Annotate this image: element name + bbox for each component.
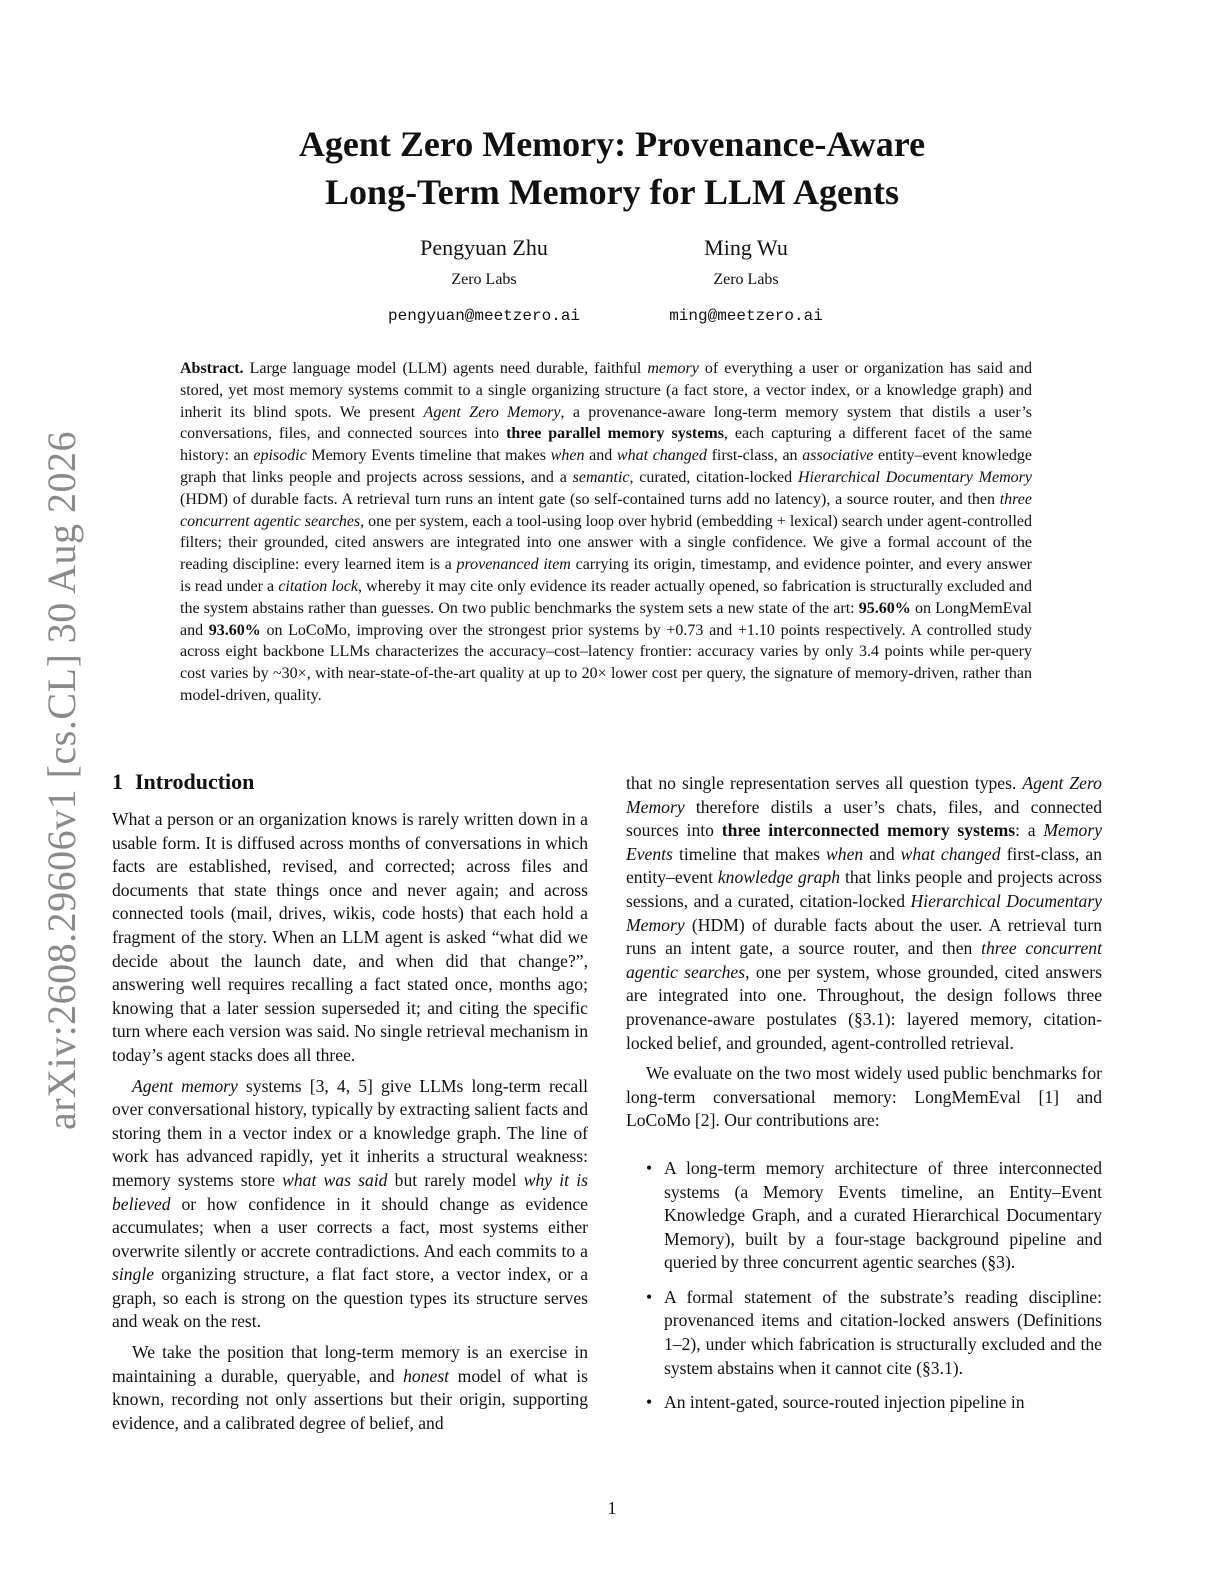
paragraph: What a person or an organization knows is rarely written down in a usable form. It is diffused across months of conversations in which facts are established, revised, and corrected; across files and documents that state things once and never again; and across connected tools (mail, drives, wikis, code hosts) that each hold a fragment of the story. When an LLM agent is asked “what did we decide about the launch date, and when did that change?”, answering well requires recalling a fact stated once, months ago; knowing that a later session superseded it; and citing the specific turn where each version was said. No single retrieval mechanism in today’s agent stacks does all three. [112,809,588,1065]
abstract-text: , one per system, each a tool-using loop over hybrid (embedding + lexical) search under agent-controlled filters; their grounded, cited answers are integrated into one answer with a single confidence. We give a formal account of the reading discipline: every learned item is a [180,512,1033,574]
text: or how confidence in it should change as evidence accumulates; when a user corrects a fact, most systems either overwrite silently or accrete contradictions. And each commits to a [112,1193,588,1261]
bullet-icon: • [646,1392,653,1413]
abstract-text: , whereby it may cite only evidence its reader actually opened, so fabrication is structurally excluded and the system abstains rather than guesses. On two public benchmarks the system sets a new state of the art: [180,577,1033,617]
emphasis: what was said [282,1169,388,1190]
text: model of what is known, recording not only assertions but their origin, supporting evidence, and a calibrated degree of belief, and [112,1365,588,1433]
abstract-text: on LoCoMo, improving over the strongest prior systems by +0.73 and +1.10 points respectively. A controlled study across eight backbone LLMs characterizes the accuracy–cost–latency frontier: accuracy varies by only 3.4 points while per-query cost varies by ~30×, with near-state-of-the-art quality at up to 20× lower cost per query, the signature of memory-driven, rather than model-driven, quality. [180,621,1032,704]
abstract-text: carrying its origin, timestamp, and evidence pointer, and every answer is read under a [180,556,1032,595]
page-number: 1 [607,1498,617,1518]
list-item [646,1286,1102,1380]
abstract-text: , curated, citation-locked [629,468,798,486]
text: and [863,843,901,864]
emphasis: Hierarchical Documentary Memory [626,890,1102,935]
abstract-text: Large language model (LLM) agents need durable, faithful [243,360,648,377]
abstract-emphasis: what changed [616,447,707,465]
abstract-emphasis: semantic [572,468,630,486]
text: (HDM) of durable facts about the user. A retrieval turn runs an intent gate, a source router, and then [626,914,1102,959]
abstract-bold: 93.60% [208,621,261,639]
bullet-icon: • [646,1157,653,1178]
abstract-text: (HDM) of durable facts. A retrieval turn runs an intent gate (so self-contained turns add no latency), a source router, and then [180,490,1000,508]
left-column [112,768,588,1442]
title-line-1: Agent Zero Memory: Provenance-Aware [298,124,926,164]
title-line-2: Long-Term Memory for LLM Agents [325,172,899,212]
bullet-icon: • [646,1286,653,1307]
abstract-text: of everything a user or organization has said and stored, yet most memory systems commit to a single organizing structure (a fact store, a vector index, or a knowledge graph) and inherit its blind spots. We present [180,360,1032,421]
abstract [180,358,1032,707]
text: systems [3, 4, 5] give LLMs long-term recall over conversational history, typically by extracting salient facts and storing them in a vector index or a knowledge graph. The line of work has advanced rapidly, yet it inherits a structural weakness: memory systems store [112,1075,589,1190]
right-column [626,772,1102,1426]
paragraph [112,1341,588,1435]
author-name: Ming Wu [704,235,788,260]
paragraph [112,1075,588,1335]
list-item [646,1391,1102,1415]
author-block-1 [334,234,634,328]
emphasis: when [826,843,864,864]
abstract-text: and [584,447,617,465]
abstract-emphasis: provenanced item [456,556,571,574]
paragraph: We evaluate on the two most widely used public benchmarks for long-term conversational memory: LongMemEval [1] and LoCoMo [2]. Our contributions are: [626,1063,1102,1131]
emphasis: single [112,1264,155,1285]
text: that links people and projects across sessions, and a curated, citation-locked [626,867,1102,911]
list-item-text: A long-term memory architecture of three interconnected systems (a Memory Events timeline, an Entity–Event Knowledge Graph, and a curated Hierarchical Documentary Memory), built by a four-stage background pipeline and queried by three concurrent agentic searches (§3). [664,1157,1102,1273]
paragraph [626,772,1102,1055]
author-block-2 [596,234,896,328]
abstract-text: entity–event knowledge graph that links people and projects across sessions, and a [180,447,1032,486]
abstract-emphasis: when [550,447,585,465]
author-email[interactable]: ming@meetzero.ai [669,307,823,325]
abstract-text: , each capturing a different facet of the same history: an [180,425,1032,465]
text: therefore distils a user’s chats, files, and connected sources into [626,796,1102,841]
author-email[interactable]: pengyuan@meetzero.ai [387,307,581,325]
section-heading [112,768,588,796]
emphasis: Agent memory [132,1075,238,1096]
abstract-text: first-class, an [706,447,803,465]
abstract-emphasis: associative [802,447,874,465]
list-item [646,1157,1102,1275]
text: We take the position that long-term memory is an exercise in maintaining a durable, queryable, and [112,1342,588,1386]
emphasis: what changed [900,843,1001,864]
abstract-text: , a provenance-aware long-term memory system that distils a user’s conversations, files, and connected sources into [180,403,1033,443]
author-affiliation: Zero Labs [451,271,517,288]
abstract-emphasis: Hierarchical Documentary Memory [797,468,1032,486]
abstract-text: on LongMemEval and [180,599,1033,639]
emphasis: Memory Events [626,820,1102,864]
author-affiliation: Zero Labs [713,271,779,288]
abstract-bold: three parallel memory systems [506,425,724,443]
abstract-text: Memory Events timeline that makes [306,447,551,465]
abstract-bold: 95.60% [858,599,911,617]
abstract-emphasis: Agent Zero Memory [423,403,561,421]
bold: three interconnected memory systems [721,820,1016,841]
text: : a [1015,820,1044,841]
section-title: Introduction [135,769,255,794]
list-item-text: An intent-gated, source-routed injection pipeline in [664,1392,1025,1413]
section-number: 1 [112,769,123,794]
text: organizing structure, a flat fact store, a vector index, or a graph, so each is strong on the question types its structure serves and weak on the rest. [112,1264,588,1332]
text: timeline that makes [672,843,827,864]
arxiv-identifier-stamp: arXiv:2608.29606v1 [cs.CL] 30 Aug 2026 [39,431,84,1130]
abstract-emphasis: episodic [253,447,307,465]
emphasis: why it is believed [112,1169,588,1214]
text: that no single representation serves all question types. [626,773,1023,793]
emphasis: knowledge graph [717,867,841,888]
abstract-emphasis: citation lock [278,577,358,595]
contributions-list [626,1157,1102,1415]
abstract-emphasis: three concurrent agentic searches [180,490,1032,530]
text: first-class, an entity–event [626,843,1103,888]
emphasis: Agent Zero Memory [626,773,1102,817]
text: , one per system, whose grounded, cited answers are integrated into one. Throughout, the design follows three provenance-aware postulates (§3.1): layered memory, citation-locked belief, and grounded, agent-controlled retrieval. [626,961,1103,1053]
emphasis: three concurrent agentic searches [626,938,1102,982]
emphasis: honest [403,1365,450,1386]
author-name: Pengyuan Zhu [420,235,548,260]
abstract-emphasis: memory [647,360,699,377]
paper-title [0,120,1224,216]
text: but rarely model [387,1169,524,1190]
list-item-text: A formal statement of the substrate’s reading discipline: provenanced items and citation-locked answers (Definitions 1–2), under which fabrication is structurally excluded and the system abstains when it cannot cite (§3.1). [664,1286,1102,1378]
abstract-label: Abstract. [180,360,244,377]
